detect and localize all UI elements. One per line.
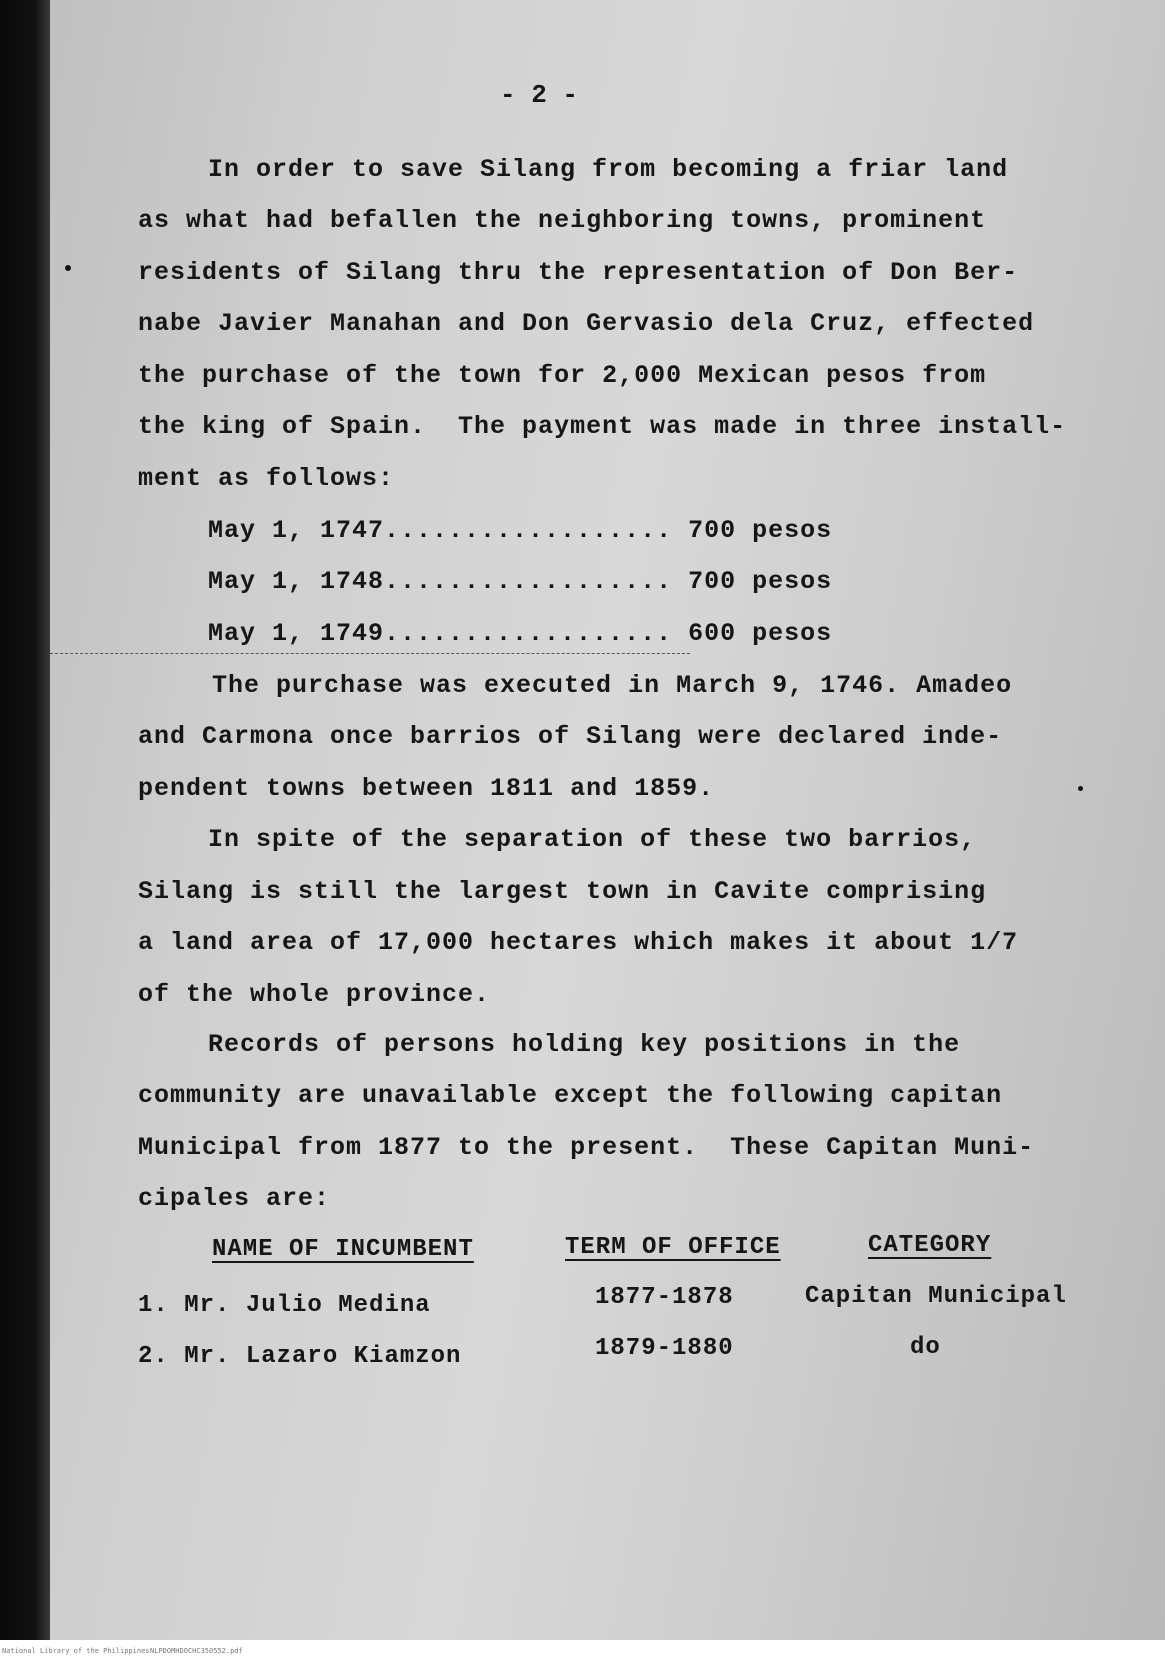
paragraph-line: The purchase was executed in March 9, 1746. Amadeo	[212, 671, 1013, 700]
paragraph-line: of the whole province.	[138, 980, 491, 1009]
column-header-term: TERM OF OFFICE	[565, 1234, 781, 1261]
paragraph-line: nabe Javier Manahan and Don Gervasio dela Cruz, effected	[138, 309, 1035, 338]
paragraph-line: In order to save Silang from becoming a friar land	[208, 155, 1009, 184]
paragraph-line: and Carmona once barrios of Silang were declared inde-	[138, 722, 1003, 751]
footer-library: National Library of the Philippines	[2, 1647, 150, 1655]
binding-edge	[0, 0, 50, 1640]
category: do	[910, 1334, 941, 1361]
installment-line: May 1, 1747.................. 700 pesos	[208, 516, 833, 545]
term-of-office: 1879-1880	[595, 1335, 734, 1362]
paragraph-line: cipales are:	[138, 1184, 331, 1213]
paragraph-line: ment as follows:	[138, 464, 395, 493]
footer	[0, 1643, 1165, 1658]
installment-line: May 1, 1749.................. 600 pesos	[208, 619, 833, 648]
column-header-name: NAME OF INCUMBENT	[212, 1236, 474, 1263]
paragraph-line: as what had befallen the neighboring towns, prominent	[138, 206, 987, 235]
speck	[65, 265, 71, 271]
category: Capitan Municipal	[805, 1283, 1067, 1310]
speck	[1078, 786, 1083, 791]
page-number: - 2 -	[500, 80, 579, 110]
fold-line	[50, 653, 690, 654]
paragraph-line: the purchase of the town for 2,000 Mexican pesos from	[138, 361, 987, 390]
paragraph-line: pendent towns between 1811 and 1859.	[138, 774, 715, 803]
footer-file-id: NLPDOMHDOCHC350552.pdf	[150, 1647, 243, 1655]
paragraph-line: a land area of 17,000 hectares which makes it about 1/7	[138, 928, 1019, 957]
paragraph-line: residents of Silang thru the representation of Don Ber-	[138, 258, 1019, 287]
term-of-office: 1877-1878	[595, 1284, 734, 1311]
paragraph-line: community are unavailable except the following capitan	[138, 1081, 1003, 1110]
paragraph-line: Silang is still the largest town in Cavite comprising	[138, 877, 987, 906]
column-header-category: CATEGORY	[868, 1232, 992, 1259]
paragraph-line: In spite of the separation of these two barrios,	[208, 825, 977, 854]
paragraph-line: the king of Spain. The payment was made in three install-	[138, 412, 1067, 441]
paragraph-line: Records of persons holding key positions in the	[208, 1030, 961, 1059]
installment-line: May 1, 1748.................. 700 pesos	[208, 567, 833, 596]
incumbent-name: 2. Mr. Lazaro Kiamzon	[138, 1343, 462, 1370]
paragraph-line: Municipal from 1877 to the present. These Capitan Muni-	[138, 1133, 1035, 1162]
incumbent-name: 1. Mr. Julio Medina	[138, 1292, 431, 1319]
